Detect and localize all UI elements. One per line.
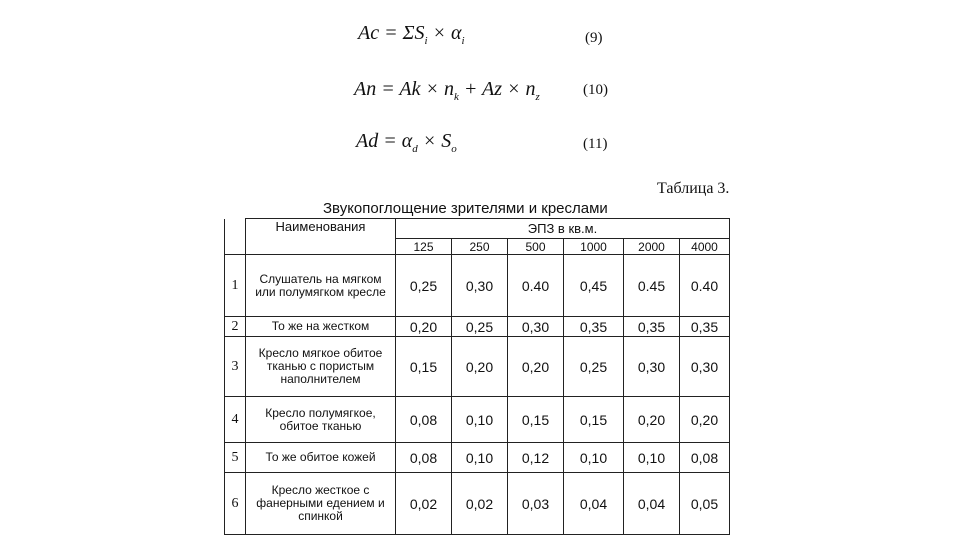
value-cell: 0,30 (508, 317, 564, 337)
formula-subscript: k (453, 91, 459, 103)
epz-header: ЭПЗ в кв.м. (396, 219, 730, 239)
formula-subscript: i (424, 35, 428, 47)
value-cell: 0,02 (452, 473, 508, 535)
formula-11 (356, 130, 457, 155)
formula-10 (354, 78, 540, 103)
frequency-cell: 1000 (564, 239, 624, 255)
frequency-cell: 500 (508, 239, 564, 255)
value-cell: 0,20 (452, 337, 508, 397)
formula-text: × α (427, 22, 462, 44)
table-title: Звукопоглощение зрителями и креслами (323, 200, 608, 217)
row-name: То же на жестком (246, 317, 396, 337)
value-cell: 0,15 (396, 337, 452, 397)
value-cell: 0,35 (624, 317, 680, 337)
table-row (225, 255, 730, 317)
formula-text: + Az × n (458, 78, 536, 100)
value-cell: 0,35 (564, 317, 624, 337)
row-name: То же обитое кожей (246, 443, 396, 473)
formula-9 (358, 22, 465, 47)
equation-number-10: (10) (583, 82, 608, 98)
row-index: 6 (225, 473, 246, 535)
value-cell: 0,04 (624, 473, 680, 535)
formula-text: × S (417, 130, 452, 152)
value-cell: 0.45 (624, 255, 680, 317)
value-cell: 0,20 (680, 397, 730, 443)
row-index: 2 (225, 317, 246, 337)
frequency-cell: 250 (452, 239, 508, 255)
value-cell: 0,10 (564, 443, 624, 473)
table-label: Таблица 3. (657, 180, 730, 197)
row-name: Кресло жесткое с фанерными едением и спинкой (246, 473, 396, 535)
formula-text: Ac = ΣS (358, 22, 425, 44)
value-cell: 0,10 (452, 443, 508, 473)
value-cell: 0,15 (508, 397, 564, 443)
formula-subscript: z (535, 91, 540, 103)
row-name: Кресло мягкое обитое тканью с пористым наполнителем (246, 337, 396, 397)
equation-number-11: (11) (583, 136, 608, 152)
formula-subscript: i (461, 35, 465, 47)
table-row (225, 443, 730, 473)
value-cell: 0,10 (452, 397, 508, 443)
table-row (225, 337, 730, 397)
row-name: Слушатель на мягком или полумягком кресле (246, 255, 396, 317)
value-cell: 0,15 (564, 397, 624, 443)
equation-number-9: (9) (585, 30, 603, 46)
value-cell: 0.40 (508, 255, 564, 317)
frequency-cell: 125 (396, 239, 452, 255)
value-cell: 0,25 (396, 255, 452, 317)
value-cell: 0,08 (396, 397, 452, 443)
formula-subscript: o (451, 143, 457, 155)
row-index: 1 (225, 255, 246, 317)
value-cell: 0,30 (624, 337, 680, 397)
value-cell: 0,10 (624, 443, 680, 473)
value-cell: 0,30 (452, 255, 508, 317)
value-cell: 0,04 (564, 473, 624, 535)
name-header: Наименования (246, 219, 396, 255)
value-cell: 0,12 (508, 443, 564, 473)
value-cell: 0,03 (508, 473, 564, 535)
table-header-row (225, 219, 730, 239)
formula-subscript: d (412, 143, 418, 155)
value-cell: 0,20 (396, 317, 452, 337)
table-row (225, 473, 730, 535)
table-row (225, 317, 730, 337)
row-name: Кресло полумягкое, обитое тканью (246, 397, 396, 443)
sound-absorption-table (224, 218, 730, 535)
index-header (225, 219, 246, 255)
value-cell: 0,08 (396, 443, 452, 473)
row-index: 5 (225, 443, 246, 473)
value-cell: 0,08 (680, 443, 730, 473)
value-cell: 0,45 (564, 255, 624, 317)
value-cell: 0,35 (680, 317, 730, 337)
formula-text: Ad = α (356, 130, 413, 152)
value-cell: 0,20 (624, 397, 680, 443)
value-cell: 0,20 (508, 337, 564, 397)
table-row (225, 397, 730, 443)
row-index: 4 (225, 397, 246, 443)
value-cell: 0,25 (452, 317, 508, 337)
frequency-cell: 2000 (624, 239, 680, 255)
value-cell: 0,02 (396, 473, 452, 535)
row-index: 3 (225, 337, 246, 397)
formula-text: An = Ak × n (354, 78, 454, 100)
value-cell: 0,05 (680, 473, 730, 535)
value-cell: 0,30 (680, 337, 730, 397)
value-cell: 0,25 (564, 337, 624, 397)
value-cell: 0.40 (680, 255, 730, 317)
frequency-cell: 4000 (680, 239, 730, 255)
